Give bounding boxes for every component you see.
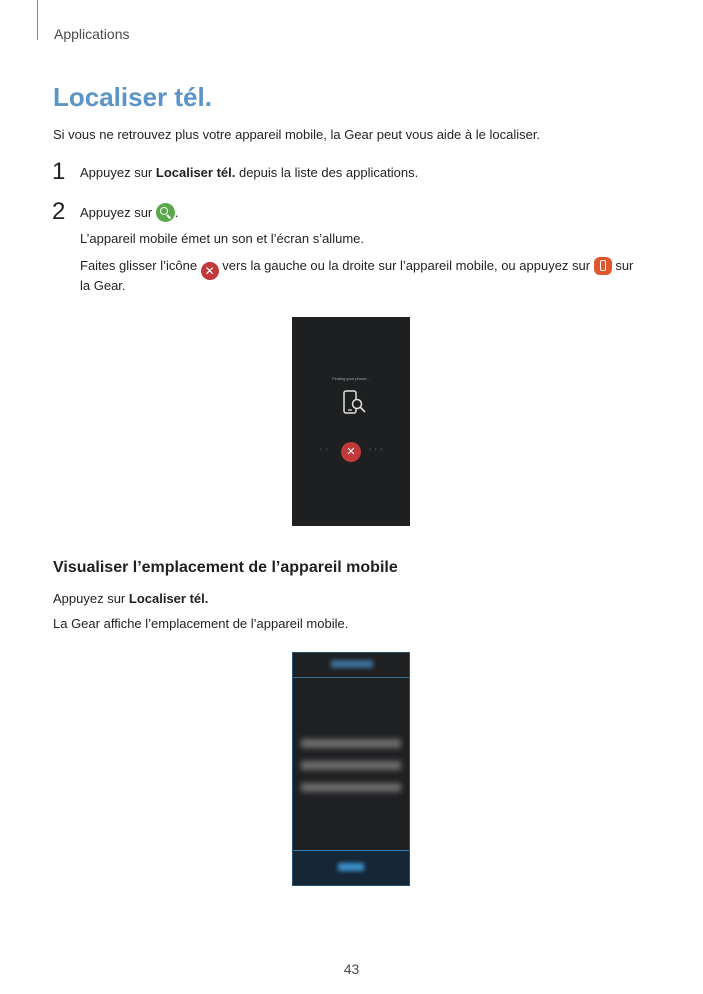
detail-2-mid: vers la gauche ou la droite sur l’appareil mobile, ou appuyez sur — [218, 258, 594, 273]
close-icon: ✕ — [201, 262, 219, 280]
step-2-detail-2-line-2: la Gear. — [80, 278, 126, 293]
subsection-line-1 — [53, 590, 208, 608]
step-1-before: Appuyez sur — [80, 165, 156, 180]
subsection-app-name: Localiser tél. — [128, 591, 209, 606]
location-header — [293, 653, 409, 678]
swipe-left-arrows: ‹ ‹ — [320, 447, 329, 453]
gear-screen-location — [292, 652, 410, 886]
dismiss-button[interactable]: ✕ — [341, 442, 361, 462]
intro-text: Si vous ne retrouvez plus votre appareil mobile, la Gear peut vous aide à le localiser. — [53, 127, 541, 142]
blurred-address-line-3 — [301, 783, 401, 792]
finding-caption: Finding your phone... — [332, 376, 370, 381]
swipe-right-arrows: › › › — [369, 447, 384, 453]
subsection-line-1-before: Appuyez sur — [53, 591, 129, 606]
subsection-line-2: La Gear affiche l’emplacement de l’appareil mobile. — [53, 616, 349, 631]
gear-screen-finding-phone — [292, 317, 410, 526]
margin-rule — [37, 0, 38, 40]
detail-2-after: sur — [611, 258, 634, 273]
location-action-button[interactable] — [293, 850, 409, 885]
phone-search-icon — [343, 390, 367, 416]
step-2-after: . — [174, 205, 179, 220]
detail-2-before: Faites glisser l’icône — [80, 258, 201, 273]
blurred-address-line-2 — [301, 761, 401, 770]
section-label: Applications — [54, 26, 130, 42]
step-2-detail-1: L’appareil mobile émet un son et l’écran s’allume. — [80, 231, 364, 246]
blurred-address-line-1 — [301, 739, 401, 748]
step-2-before: Appuyez sur — [80, 205, 156, 220]
step-1-number: 1 — [52, 158, 66, 185]
step-2-number: 2 — [52, 198, 66, 225]
phone-icon — [594, 257, 612, 275]
subsection-heading: Visualiser l’emplacement de l’appareil mobile — [53, 559, 398, 576]
step-2-detail-2 — [80, 257, 633, 280]
step-1-app-name: Localiser tél. — [155, 165, 236, 180]
search-icon — [156, 203, 175, 222]
step-1-text — [80, 164, 418, 182]
step-1-after: depuis la liste des applications. — [235, 165, 419, 180]
step-2-text — [80, 203, 179, 222]
page-number: 43 — [343, 961, 360, 977]
page-title: Localiser tél. — [53, 82, 212, 112]
